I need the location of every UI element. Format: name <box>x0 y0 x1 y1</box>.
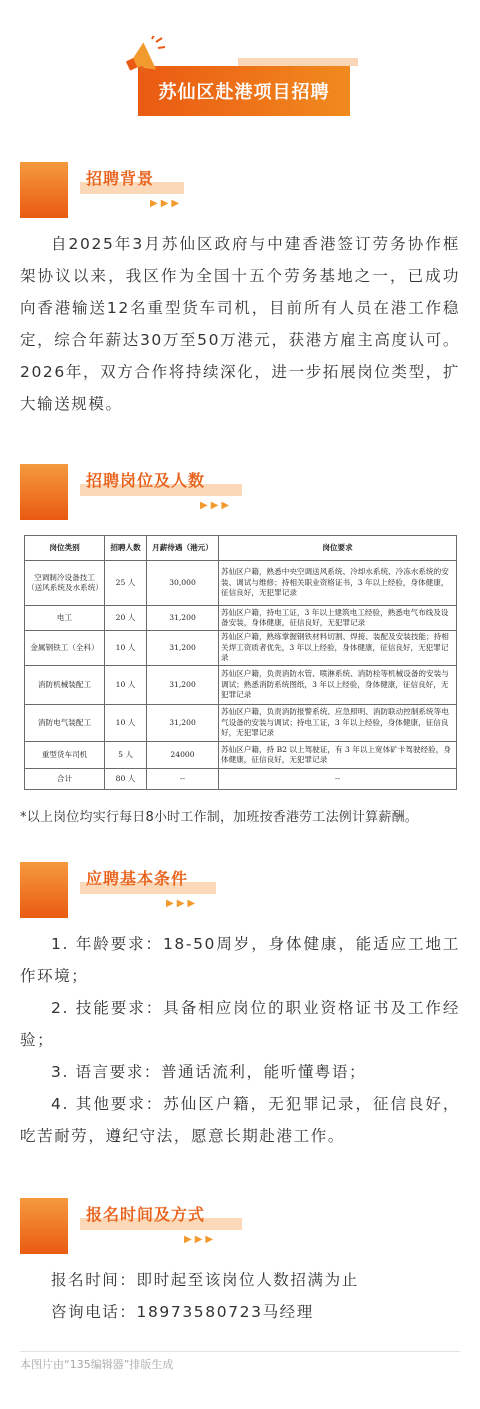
headcount: 25 人 <box>105 561 147 606</box>
footer-divider <box>20 1351 460 1352</box>
section-marker <box>20 862 68 918</box>
table-row <box>25 631 457 666</box>
condition-item: 3. 语言要求：普通话流利，能听懂粤语； <box>51 1063 367 1081</box>
requirements: 苏仙区户籍，熟悉中央空调送风系统、冷却水系统、冷冻水系统的安装、调试与维修；持相关职业资格证书，3 年以上经验，身体健康，征信良好，无犯罪记录 <box>219 561 457 606</box>
job-category: 金属钢铁工（全科） <box>25 631 105 666</box>
section-marker <box>20 162 68 218</box>
table-row <box>25 705 457 742</box>
section-header-conditions <box>20 862 270 920</box>
section-title: 招聘岗位及人数 <box>86 471 206 490</box>
section-marker <box>20 464 68 520</box>
triangle-icons: ▶▶▶ <box>150 198 183 209</box>
section-header-apply <box>20 1198 270 1256</box>
table-note: *以上岗位均实行每日8小时工作制，加班按香港劳工法例计算薪酬。 <box>20 810 418 825</box>
megaphone-icon <box>120 36 166 80</box>
requirements: 苏仙区户籍，持电工证，3 年以上建筑电工经验，熟悉电气布线及设备安装，身体健康，征信良好，无犯罪记录 <box>219 606 457 631</box>
triangle-icons: ▶▶▶ <box>166 898 199 909</box>
job-category: 电工 <box>25 606 105 631</box>
table-header-cell: 岗位要求 <box>219 536 457 561</box>
triangle-icons: ▶▶▶ <box>184 1234 217 1245</box>
total-requirements: -- <box>219 769 457 790</box>
table-total-row <box>25 769 457 790</box>
section-header-positions <box>20 464 270 522</box>
salary: 31,200 <box>147 666 219 705</box>
salary: 24000 <box>147 742 219 769</box>
table-header-row <box>25 536 457 561</box>
section-marker <box>20 1198 68 1254</box>
triangle-icons: ▶▶▶ <box>200 500 233 511</box>
title-bar-shade <box>238 58 358 66</box>
condition-item: 2. 技能要求：具备相应岗位的职业资格证书及工作经验； <box>20 999 460 1049</box>
footer-credit: 本图片由“135编辑器”排版生成 <box>20 1358 174 1371</box>
section-header-background <box>20 162 270 220</box>
job-category: 消防电气装配工 <box>25 705 105 742</box>
section-title: 应聘基本条件 <box>86 869 189 888</box>
background-text: 自2025年3月苏仙区政府与中建香港签订劳务协作框架协议以来，我区作为全国十五个劳务基地之一，已成功向香港输送12名重型货车司机，目前所有人员在港工作稳定，综合年薪达30万至50万港元，获港方雇主高度认可。2026年，双方合作将持续深化，进一步拓展岗位类型，扩大输送规模。 <box>20 235 460 413</box>
job-category: 重型货车司机 <box>25 742 105 769</box>
total-salary: -- <box>147 769 219 790</box>
background-paragraph <box>20 228 460 420</box>
headcount: 10 人 <box>105 631 147 666</box>
section-title: 招聘背景 <box>86 169 155 188</box>
page-title-banner <box>138 60 350 116</box>
requirements: 苏仙区户籍，负责消防水管、喷淋系统、消防栓等机械设备的安装与调试；熟悉消防系统图纸，3 年以上经验，身体健康，征信良好，无犯罪记录 <box>219 666 457 705</box>
headcount: 10 人 <box>105 705 147 742</box>
headcount: 20 人 <box>105 606 147 631</box>
table-header-cell: 招聘人数 <box>105 536 147 561</box>
table-header-cell: 月薪待遇（港元） <box>147 536 219 561</box>
positions-table <box>24 535 456 790</box>
job-category: 空调制冷设备技工（送风系统及水系统） <box>25 561 105 606</box>
condition-item: 4. 其他要求：苏仙区户籍，无犯罪记录，征信良好，吃苦耐劳，遵纪守法，愿意长期赴港工作。 <box>20 1095 460 1145</box>
condition-item: 1. 年龄要求：18-50周岁，身体健康，能适应工地工作环境； <box>20 935 460 985</box>
table-header-cell: 岗位类别 <box>25 536 105 561</box>
headcount: 10 人 <box>105 666 147 705</box>
table-row <box>25 666 457 705</box>
salary: 30,000 <box>147 561 219 606</box>
job-category: 消防机械装配工 <box>25 666 105 705</box>
salary: 31,200 <box>147 631 219 666</box>
apply-phone: 咨询电话：18973580723马经理 <box>51 1303 314 1321</box>
total-label: 合计 <box>25 769 105 790</box>
total-headcount: 80 人 <box>105 769 147 790</box>
requirements: 苏仙区户籍，负责消防报警系统、应急照明、消防联动控制系统等电气设备的安装与调试；持电工证，3 年以上经验，身体健康，征信良好，无犯罪记录 <box>219 705 457 742</box>
salary: 31,200 <box>147 705 219 742</box>
page-title: 苏仙区赴港项目招聘 <box>158 82 330 103</box>
requirements: 苏仙区户籍，持 B2 以上驾驶证，有 3 年以上宽体矿卡驾驶经验，身体健康，征信良好，无犯罪记录 <box>219 742 457 769</box>
headcount: 5 人 <box>105 742 147 769</box>
salary: 31,200 <box>147 606 219 631</box>
table-row <box>25 742 457 769</box>
table-row <box>25 606 457 631</box>
apply-time: 报名时间：即时起至该岗位人数招满为止 <box>51 1271 359 1289</box>
conditions-list <box>20 928 460 1152</box>
requirements: 苏仙区户籍，熟练掌握钢铁材料切割、焊接、装配及安装技能；持相关焊工资质者优先，3 年以上经验，身体健康，征信良好，无犯罪记录 <box>219 631 457 666</box>
table-row <box>25 561 457 606</box>
apply-info <box>20 1264 460 1328</box>
section-title: 报名时间及方式 <box>86 1205 206 1224</box>
